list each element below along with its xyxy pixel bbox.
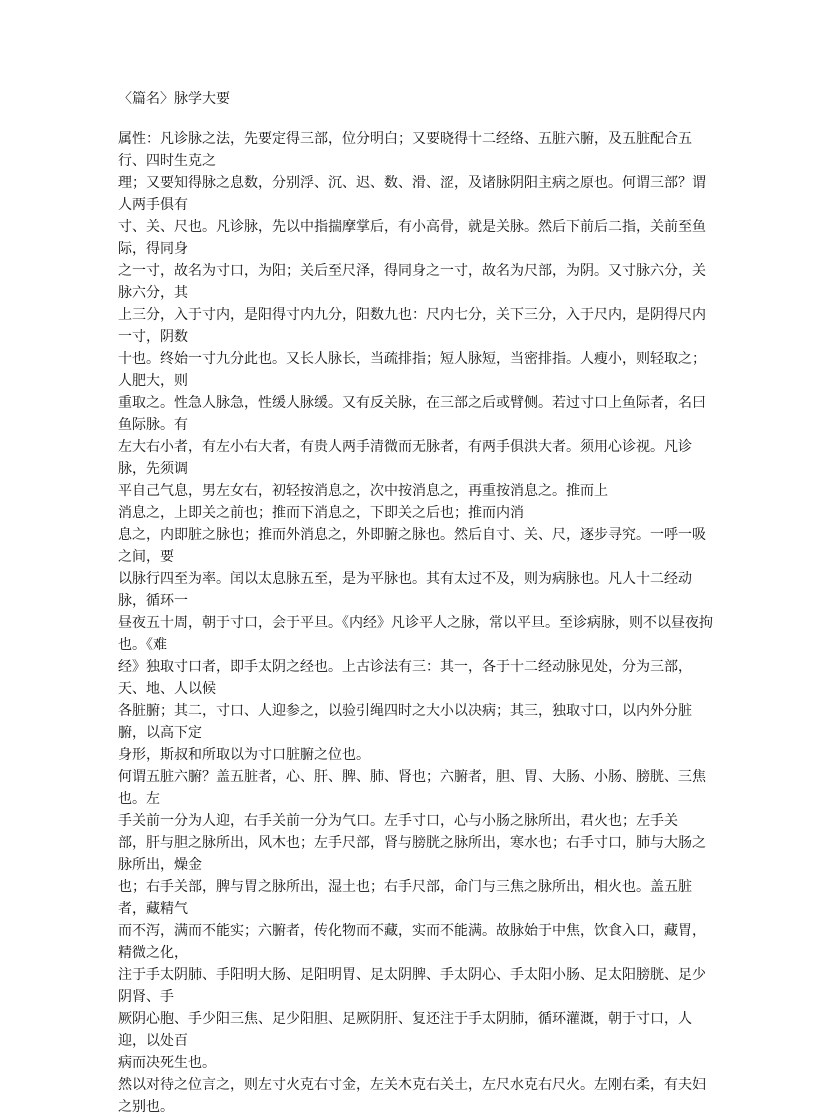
text-line: 以脉行四至为率。闰以太息脉五至，是为平脉也。其有太过不及，则为病脉也。凡人十二经动脉，循环一 [118,571,692,609]
text-line: 理；又要知得脉之息数，分别浮、沉、迟、数、滑、涩，及诸脉阴阳主病之原也。何谓三部？谓人两手俱有 [118,175,706,213]
text-line: 注于手太阴肺、手阳明大肠、足阳明胃、足太阴脾、手太阴心、手太阳小肠、足太阳膀胱、足少阴肾、手 [118,967,706,1005]
text-line: 十也。终始一寸九分此也。又长人脉长，当疏排指；短人脉短，当密排指。人瘦小，则轻取之；人肥大，则 [118,351,706,389]
text-line: 何谓五脏六腑？盖五脏者，心、肝、脾、肺、肾也；六腑者，胆、胃、大肠、小肠、膀胱、三焦也。左 [118,769,706,807]
document-page [118,88,714,1118]
text-line: 昼夜五十周，朝于寸口，会于平旦。《内经》凡诊平人之脉，常以平旦。至诊病脉，则不以昼夜拘也。《难 [118,615,713,653]
text-line: 左大右小者，有左小右大者，有贵人两手清微而无脉者，有两手俱洪大者。须用心诊视。凡诊脉，先须调 [118,439,692,477]
text-line: 病而决死生也。 [118,1055,216,1071]
document-body [118,128,714,1118]
text-line: 重取之。性急人脉急，性缓人脉缓。又有反关脉，在三部之后或臂侧。若过寸口上鱼际者，名曰鱼际脉。有 [118,395,706,433]
text-line: 息之，内即脏之脉也；推而外消息之，外即腑之脉也。然后自寸、关、尺，逐步寻究。一呼一吸之间，要 [118,527,706,565]
text-line: 上三分，入于寸内，是阳得寸内九分，阳数九也：尺内七分，关下三分，入于尺内，是阴得尺内一寸，阴数 [118,307,706,345]
text-line: 部，肝与胆之脉所出，风木也；左手尺部，肾与膀胱之脉所出，寒水也；右手寸口，肺与大肠之脉所出，燥金 [118,835,706,873]
text-line: 属性：凡诊脉之法，先要定得三部，位分明白；又要晓得十二经络、五脏六腑，及五脏配合五行、四时生克之 [118,131,692,169]
text-line: 然以对待之位言之，则左寸火克右寸金，左关木克右关土，左尺水克右尺火。左刚右柔，有夫妇之别也。 [118,1077,706,1115]
text-line: 之一寸，故名为寸口，为阳；关后至尺泽，得同身之一寸，故名为尺部，为阴。又寸脉六分，关脉六分，其 [118,263,706,301]
text-line: 厥阴心胞、手少阳三焦、足少阳胆、足厥阴肝、复还注于手太阴肺，循环灌溉，朝于寸口，人迎，以处百 [118,1011,692,1049]
text-line: 经》独取寸口者，即手太阴之经也。上古诊法有三：其一，各于十二经动脉见处，分为三部，天、地、人以候 [118,659,692,697]
text-line: 而不泻，满而不能实；六腑者，传化物而不藏，实而不能满。故脉始于中焦，饮食入口，藏胃，精微之化， [118,923,706,961]
text-line: 消息之，上即关之前也；推而下消息之，下即关之后也；推而内消 [118,505,524,521]
text-line: 寸、关、尺也。凡诊脉，先以中指揣摩掌后，有小高骨，就是关脉。然后下前后二指，关前至鱼际，得同身 [118,219,706,257]
text-line: 身形，斯叔和所取以为寸口脏腑之位也。 [118,747,370,763]
text-line: 各脏腑；其二，寸口、人迎参之，以验引绳四时之大小以决病；其三，独取寸口，以内外分脏腑，以高下定 [118,703,692,741]
document-title: 〈篇名〉脉学大要 [118,91,230,107]
text-line: 也；右手关部，脾与胃之脉所出，湿土也；右手尺部，命门与三焦之脉所出，相火也。盖五脏者，藏精气 [118,879,692,917]
text-line: 手关前一分为人迎，右手关前一分为气口。左手寸口，心与小肠之脉所出，君火也；左手关 [118,813,678,829]
text-line: 平自己气息，男左女右，初轻按消息之，次中按消息之，再重按消息之。推而上 [118,483,608,499]
